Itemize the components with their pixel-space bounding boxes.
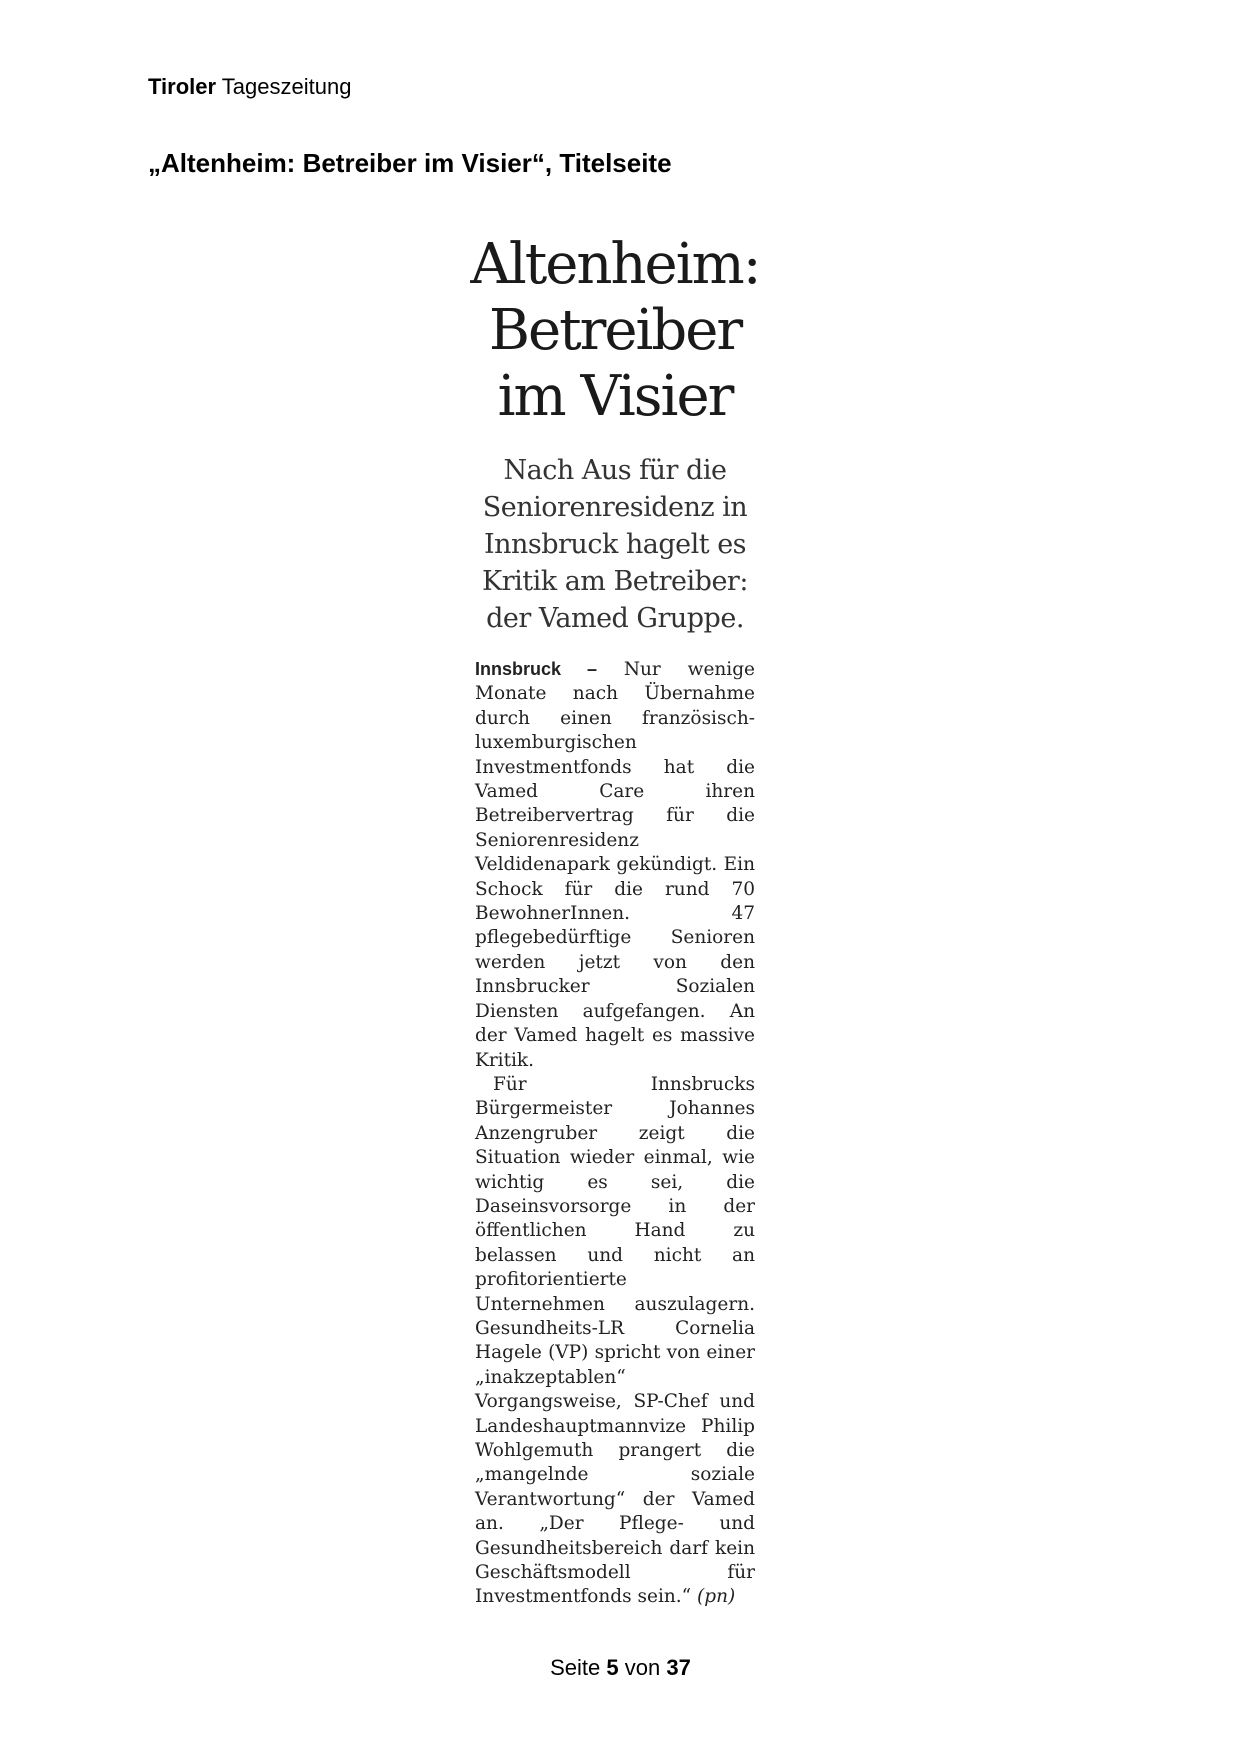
article-paragraph-2 [475, 1073, 755, 1610]
source-name-bold: Tiroler [148, 74, 217, 99]
article-body [475, 657, 755, 1610]
headline-line: im Visier [497, 364, 733, 429]
footer-page-number: 5 [606, 1655, 619, 1680]
article-paragraph-1: Nur wenige Monate nach Übernahme durch einen französisch-luxemburgischen Investmentfonds hat die Vamed Care ihren Betreibervertrag für die Seniorenresidenz Veldidenapark gekündigt. Ein Schock für die rund 70 BewohnerInnen. 47 pflegebedürftige Senioren werden jetzt von den Innsbrucker Sozialen Diensten aufgefangen. An der Vamed hagelt es massive Kritik. [475, 659, 756, 1071]
article-author: (pn) [697, 1586, 736, 1608]
document-title: „Altenheim: Betreiber im Visier“, Titelseite [148, 148, 672, 178]
headline-line: Altenheim: [470, 232, 760, 297]
footer-middle: von [624, 1655, 661, 1680]
article-paragraph-2-text: Für Innsbrucks Bürgermeister Johannes Anzengruber zeigt die Situation wieder einmal, wie wichtig es sei, die Daseinsvorsorge in der öffentlichen Hand zu belassen und nicht an profitorientierte Unternehmen auszulagern. Gesundheits-LR Cornelia Hagele (VP) spricht von einer „inakzeptablen“ Vorgangsweise, SP-Chef und Landeshauptmannvize Philip Wohlgemuth prangert die „mangelnde soziale Verantwortung“ der Vamed an. „Der Pflege- und Gesundheitsbereich darf kein Geschäftsmodell für Investmentfonds sein.“ [475, 1073, 755, 1608]
page-footer [0, 1655, 1241, 1681]
source-label [148, 74, 351, 100]
headline-line: Betreiber [488, 298, 742, 363]
footer-prefix: Seite [550, 1655, 601, 1680]
subline-line: Kritik am Betreiber: [482, 566, 748, 597]
article-dateline: Innsbruck – [475, 659, 597, 679]
subline-line: Nach Aus für die [503, 455, 727, 486]
subline-line: Seniorenresidenz in [482, 492, 748, 523]
article-subline [475, 452, 755, 637]
footer-total-pages: 37 [666, 1655, 691, 1680]
newspaper-clipping [470, 232, 760, 1610]
source-name-rest: Tageszeitung [221, 74, 352, 99]
subline-line: Innsbruck hagelt es [483, 529, 747, 560]
article-headline [465, 232, 765, 430]
subline-line: der Vamed Gruppe. [486, 603, 744, 634]
